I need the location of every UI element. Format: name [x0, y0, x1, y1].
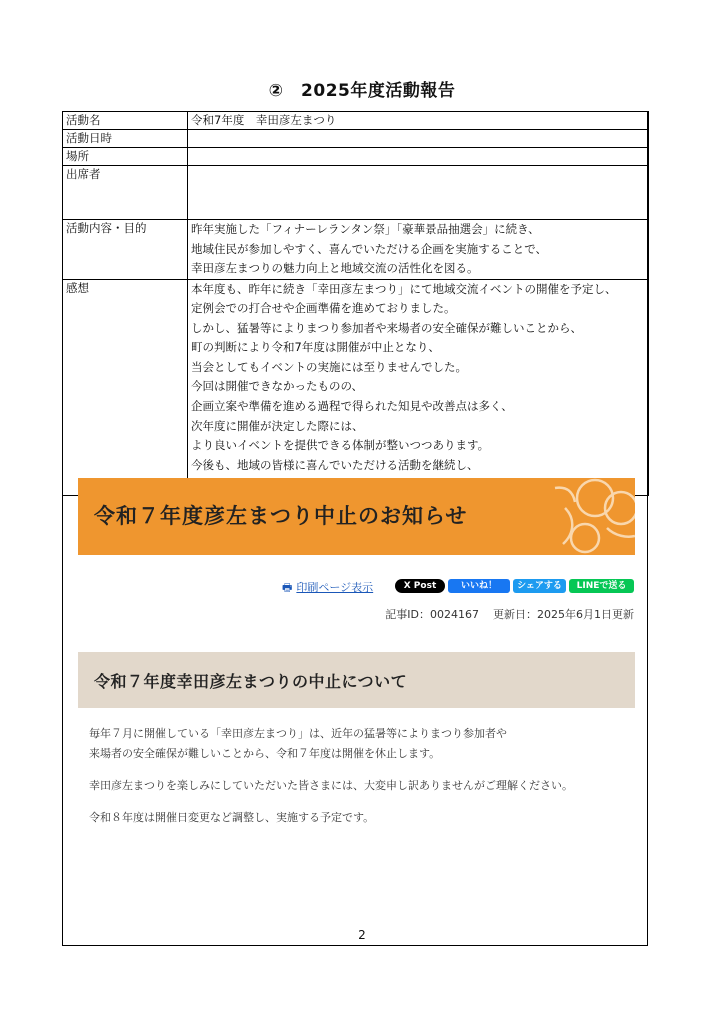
content-line: 幸田彦左まつりの魅力向上と地域交流の活性化を図る。 — [191, 261, 479, 275]
impression-line: 町の判断により令和7年度は開催が中止となり、 — [191, 340, 440, 355]
label-activity-datetime: 活動日時 — [63, 130, 188, 148]
value-attendees — [188, 166, 649, 220]
share-button[interactable]: シェアする — [513, 579, 566, 593]
value-impression — [188, 279, 649, 496]
value-content — [188, 220, 649, 280]
label-impression: 感想 — [63, 279, 188, 496]
article-paragraph: 毎年７月に開催している「幸田彦左まつり」は、近年の猛暑等によりまつり参加者や — [89, 727, 507, 740]
impression-line: 次年度に開催が決定した際には、 — [191, 418, 364, 433]
row-impression — [63, 279, 649, 496]
value-activity-name: 令和7年度 幸田彦左まつり — [188, 112, 649, 130]
label-attendees: 出席者 — [63, 166, 188, 220]
row-activity-name — [63, 112, 649, 130]
article-paragraph: 幸田彦左まつりを楽しみにしていただいた皆さまには、大変申し訳ありませんがご理解ください。 — [89, 779, 573, 792]
content-line: 昨年実施した「フィナーレランタン祭」「豪華景品抽選会」に続き、 — [191, 222, 540, 236]
notice-banner — [78, 478, 635, 555]
print-page-link[interactable] — [282, 579, 373, 598]
banner-title: 令和７年度彦左まつり中止のお知らせ — [94, 504, 468, 528]
row-place — [63, 148, 649, 166]
article-meta — [385, 606, 634, 622]
print-page-label: 印刷ページ表示 — [296, 581, 374, 594]
impression-line: しかし、猛暑等によりまつり参加者や来場者の安全確保が難しいことから、 — [191, 320, 582, 335]
impression-line: より良いイベントを提供できる体制が整いつつあります。 — [191, 438, 490, 453]
row-attendees — [63, 166, 649, 220]
report-table — [62, 111, 649, 496]
article-id: 記事ID：0024167 — [385, 608, 479, 621]
updated-date: 更新日：2025年6月1日更新 — [493, 608, 634, 621]
impression-line: 今回は開催できなかったものの、 — [191, 379, 364, 394]
content-line: 地域住民が参加しやすく、喜んでいただける企画を実施することで、 — [191, 241, 548, 256]
printer-icon: 🖶 — [282, 581, 293, 594]
impression-line: 企画立案や準備を進める過程で得られた知見や改善点は多く、 — [191, 399, 513, 414]
label-activity-name: 活動名 — [63, 112, 188, 130]
page-number: 2 — [358, 928, 366, 942]
line-send-button[interactable]: LINEで送る — [569, 579, 634, 593]
impression-line: 当会としてもイベントの実施には至りませんでした。 — [191, 359, 467, 374]
impression-line: 今後も、地域の皆様に喜んでいただける活動を継続し、 — [191, 457, 479, 472]
value-place — [188, 148, 649, 166]
facebook-like-button[interactable]: いいね！ — [448, 579, 510, 593]
label-content: 活動内容・目的 — [63, 220, 188, 280]
label-place: 場所 — [63, 148, 188, 166]
impression-line: 本年度も、昨年に続き「幸田彦左まつり」にて地域交流イベントの開催を予定し、 — [191, 281, 617, 296]
fruit-illustration-icon — [545, 478, 635, 555]
article-paragraph: 来場者の安全確保が難しいことから、令和７年度は開催を休止します。 — [89, 747, 441, 760]
article-paragraph: 令和８年度は開催日変更など調整し、実施する予定です。 — [89, 811, 375, 824]
x-post-button[interactable]: X Post — [395, 579, 445, 593]
row-content — [63, 220, 649, 280]
article-heading: 令和７年度幸田彦左まつりの中止について — [94, 672, 408, 691]
article-heading-box — [78, 652, 635, 708]
value-activity-datetime — [188, 130, 649, 148]
row-activity-datetime — [63, 130, 649, 148]
report-title: ② 2025年度活動報告 — [268, 81, 456, 101]
impression-line: 定例会での打合せや企画準備を進めておりました。 — [191, 301, 456, 316]
